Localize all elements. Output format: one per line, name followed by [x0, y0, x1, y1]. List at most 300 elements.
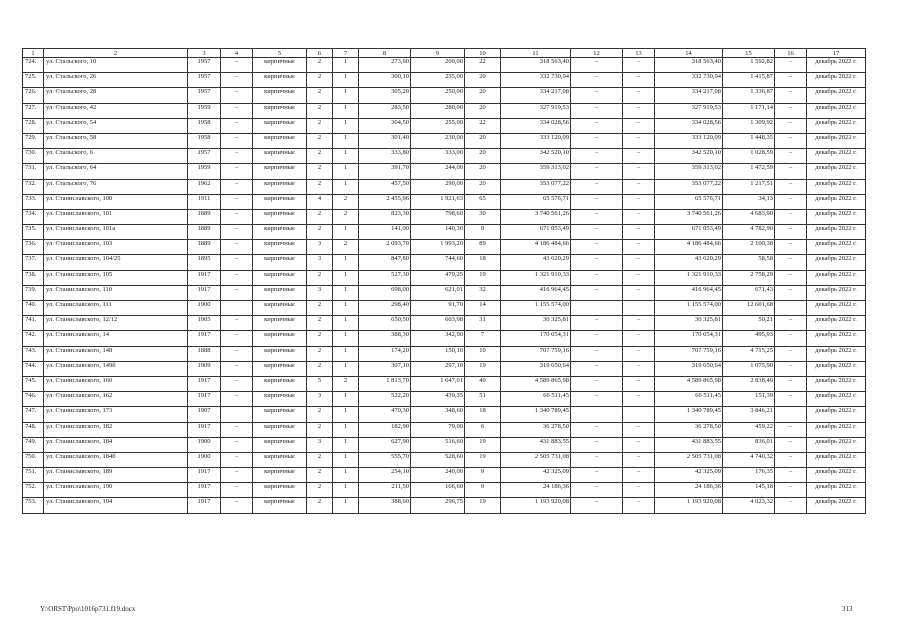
completion-date-cell: декабрь 2022 г.	[807, 118, 866, 133]
address-cell: ул. Станиславского, 101	[44, 209, 188, 224]
living-area-cell: 200,00	[411, 58, 465, 73]
col-16-cell: –	[775, 118, 807, 133]
cost-col-14-cell: 1 155 574,00	[655, 301, 723, 316]
entrances-cell: 1	[333, 149, 359, 164]
living-area-cell: 79,00	[411, 422, 465, 437]
cost-col-14-cell: 42 325,09	[655, 468, 723, 483]
living-area-cell: 255,00	[411, 118, 465, 133]
address-cell: ул. Станиславского, 110	[44, 285, 188, 300]
table-row	[23, 88, 866, 103]
total-area-cell: 522,20	[359, 392, 411, 407]
column-number-15: 15	[723, 49, 775, 58]
row-number-cell: 750.	[23, 452, 44, 467]
year-built-cell: 1959	[188, 164, 221, 179]
col-13-cell: –	[623, 58, 655, 73]
col-12-cell: –	[571, 468, 623, 483]
total-cost-cell: 36 278,50	[501, 422, 571, 437]
year-value-cell: –	[221, 88, 253, 103]
total-area-cell: 698,00	[359, 285, 411, 300]
cost-col-14-cell: 43 620,29	[655, 255, 723, 270]
total-cost-cell: 30 325,81	[501, 316, 571, 331]
table-row	[23, 149, 866, 164]
residents-cell: 19	[465, 498, 501, 513]
completion-date-cell: декабрь 2022 г.	[807, 468, 866, 483]
row-number-cell: 727.	[23, 103, 44, 118]
floors-cell: 2	[307, 58, 333, 73]
floors-cell: 2	[307, 331, 333, 346]
col-16-cell: –	[775, 437, 807, 452]
col-13-cell: –	[623, 149, 655, 164]
col-12-cell: –	[571, 255, 623, 270]
living-area-cell: 516,60	[411, 437, 465, 452]
table-row	[23, 225, 866, 240]
row-number-cell: 740.	[23, 301, 44, 316]
year-built-cell: 1889	[188, 209, 221, 224]
total-cost-cell: 3 740 561,26	[501, 209, 571, 224]
address-cell: ул. Станиславского, 184	[44, 437, 188, 452]
col-12-cell	[571, 301, 623, 316]
wall-material-cell: кирпичные	[253, 103, 307, 118]
wall-material-cell: кирпичные	[253, 209, 307, 224]
column-number-13: 13	[623, 49, 655, 58]
table-row	[23, 498, 866, 513]
address-cell: ул. Стальского, 26	[44, 73, 188, 88]
cost-col-14-cell: 318 563,40	[655, 58, 723, 73]
total-area-cell: 333,80	[359, 149, 411, 164]
col-13-cell: –	[623, 452, 655, 467]
year-built-cell: 1907	[188, 407, 221, 422]
col-13-cell: –	[623, 346, 655, 361]
completion-date-cell: декабрь 2022 г.	[807, 422, 866, 437]
col-16-cell	[775, 407, 807, 422]
col-16-cell: –	[775, 331, 807, 346]
year-value-cell: –	[221, 209, 253, 224]
living-area-cell: 1 647,01	[411, 376, 465, 391]
total-cost-cell: 1 321 910,33	[501, 270, 571, 285]
column-number-6: 6	[307, 49, 333, 58]
cost-col-14-cell: 671 053,49	[655, 225, 723, 240]
cost-col-14-cell: 1 340 789,45	[655, 407, 723, 422]
living-area-cell: 297,10	[411, 361, 465, 376]
year-value-cell: –	[221, 361, 253, 376]
residents-cell: 9	[465, 483, 501, 498]
cost-col-14-cell: 24 186,36	[655, 483, 723, 498]
cost-col-14-cell: 707 759,16	[655, 346, 723, 361]
cost-per-sqm-cell: 1 336,87	[723, 88, 775, 103]
cost-col-14-cell: 334 028,56	[655, 118, 723, 133]
wall-material-cell: кирпичные	[253, 392, 307, 407]
column-number-7: 7	[333, 49, 359, 58]
col-13-cell: –	[623, 483, 655, 498]
year-value-cell: –	[221, 133, 253, 148]
col-16-cell: –	[775, 255, 807, 270]
living-area-cell: 150,10	[411, 346, 465, 361]
cost-col-14-cell: 66 511,45	[655, 392, 723, 407]
col-13-cell: –	[623, 88, 655, 103]
completion-date-cell: декабрь 2022 г.	[807, 179, 866, 194]
year-value-cell: –	[221, 346, 253, 361]
row-number-cell: 744.	[23, 361, 44, 376]
year-value-cell: –	[221, 164, 253, 179]
total-cost-cell: 1 193 920,08	[501, 498, 571, 513]
completion-date-cell: декабрь 2022 г.	[807, 73, 866, 88]
col-12-cell: –	[571, 361, 623, 376]
residents-cell: 14	[465, 301, 501, 316]
year-built-cell: 1958	[188, 133, 221, 148]
wall-material-cell: кирпичные	[253, 164, 307, 179]
cost-col-14-cell: 353 077,22	[655, 179, 723, 194]
living-area-cell: 348,60	[411, 407, 465, 422]
residents-cell: 19	[465, 361, 501, 376]
table-row	[23, 468, 866, 483]
total-cost-cell: 353 077,22	[501, 179, 571, 194]
col-16-cell: –	[775, 483, 807, 498]
year-built-cell: 1917	[188, 331, 221, 346]
col-16-cell: –	[775, 376, 807, 391]
cost-per-sqm-cell: 1 472,59	[723, 164, 775, 179]
entrances-cell: 1	[333, 422, 359, 437]
table-row	[23, 240, 866, 255]
year-built-cell: 1917	[188, 285, 221, 300]
col-13-cell: –	[623, 179, 655, 194]
entrances-cell: 1	[333, 58, 359, 73]
row-number-cell: 728.	[23, 118, 44, 133]
year-value-cell: –	[221, 392, 253, 407]
wall-material-cell: кирпичные	[253, 225, 307, 240]
entrances-cell: 1	[333, 331, 359, 346]
table-row	[23, 392, 866, 407]
cost-col-14-cell: 342 520,10	[655, 149, 723, 164]
completion-date-cell: декабрь 2022 г.	[807, 103, 866, 118]
col-12-cell: –	[571, 452, 623, 467]
residents-cell: 7	[465, 331, 501, 346]
col-13-cell: –	[623, 392, 655, 407]
cost-per-sqm-cell: 4 740,32	[723, 452, 775, 467]
year-value-cell: –	[221, 179, 253, 194]
column-number-17: 17	[807, 49, 866, 58]
floors-cell: 2	[307, 209, 333, 224]
entrances-cell: 1	[333, 285, 359, 300]
total-area-cell: 627,90	[359, 437, 411, 452]
cost-per-sqm-cell: 1 309,92	[723, 118, 775, 133]
cost-col-14-cell: 3 740 561,26	[655, 209, 723, 224]
cost-per-sqm-cell: 2 838,49	[723, 376, 775, 391]
year-value-cell: –	[221, 225, 253, 240]
col-13-cell: –	[623, 285, 655, 300]
col-16-cell: –	[775, 316, 807, 331]
col-12-cell: –	[571, 270, 623, 285]
living-area-cell: 240,00	[411, 468, 465, 483]
cost-per-sqm-cell: 58,58	[723, 255, 775, 270]
living-area-cell: 296,75	[411, 498, 465, 513]
col-13-cell: –	[623, 468, 655, 483]
col-12-cell: –	[571, 103, 623, 118]
total-cost-cell: 334 028,56	[501, 118, 571, 133]
completion-date-cell: декабрь 2022 г.	[807, 452, 866, 467]
living-area-cell: 290,00	[411, 179, 465, 194]
total-area-cell: 301,40	[359, 133, 411, 148]
total-area-cell: 304,50	[359, 118, 411, 133]
col-13-cell: –	[623, 103, 655, 118]
col-16-cell: –	[775, 73, 807, 88]
year-built-cell: 1895	[188, 255, 221, 270]
address-cell: ул. Стальского, 28	[44, 88, 188, 103]
col-12-cell: –	[571, 422, 623, 437]
table-row	[23, 407, 866, 422]
entrances-cell: 1	[333, 103, 359, 118]
floors-cell: 3	[307, 240, 333, 255]
completion-date-cell: декабрь 2022 г.	[807, 407, 866, 422]
total-area-cell: 182,90	[359, 422, 411, 437]
floors-cell: 2	[307, 483, 333, 498]
total-area-cell: 283,50	[359, 103, 411, 118]
total-cost-cell: 431 883,55	[501, 437, 571, 452]
col-13-cell: –	[623, 422, 655, 437]
col-12-cell: –	[571, 88, 623, 103]
entrances-cell: 1	[333, 452, 359, 467]
col-16-cell: –	[775, 392, 807, 407]
column-number-4: 4	[221, 49, 253, 58]
col-12-cell	[571, 407, 623, 422]
col-16-cell: –	[775, 240, 807, 255]
entrances-cell: 1	[333, 88, 359, 103]
floors-cell: 2	[307, 149, 333, 164]
row-number-cell: 738.	[23, 270, 44, 285]
floors-cell: 2	[307, 118, 333, 133]
total-cost-cell: 170 054,31	[501, 331, 571, 346]
col-12-cell: –	[571, 331, 623, 346]
wall-material-cell: кирпичные	[253, 270, 307, 285]
table-row	[23, 346, 866, 361]
col-16-cell: –	[775, 179, 807, 194]
residents-cell: 30	[465, 209, 501, 224]
row-number-cell: 729.	[23, 133, 44, 148]
col-16-cell: –	[775, 468, 807, 483]
col-13-cell: –	[623, 498, 655, 513]
cost-per-sqm-cell: 1 448,35	[723, 133, 775, 148]
completion-date-cell: декабрь 2022 г.	[807, 164, 866, 179]
floors-cell: 2	[307, 452, 333, 467]
residents-cell: 6	[465, 422, 501, 437]
col-12-cell: –	[571, 498, 623, 513]
col-16-cell	[775, 301, 807, 316]
wall-material-cell: кирпичные	[253, 331, 307, 346]
year-value-cell: –	[221, 118, 253, 133]
living-area-cell: 479,25	[411, 270, 465, 285]
total-cost-cell: 359 313,02	[501, 164, 571, 179]
completion-date-cell: декабрь 2022 г.	[807, 149, 866, 164]
residents-cell: 10	[465, 346, 501, 361]
table-row	[23, 103, 866, 118]
entrances-cell: 2	[333, 209, 359, 224]
row-number-cell: 726.	[23, 88, 44, 103]
col-13-cell: –	[623, 194, 655, 209]
wall-material-cell: кирпичные	[253, 149, 307, 164]
row-number-cell: 733.	[23, 194, 44, 209]
floors-cell: 2	[307, 422, 333, 437]
residents-cell: 49	[465, 376, 501, 391]
address-cell: ул. Стальского, 76	[44, 179, 188, 194]
year-value-cell: –	[221, 149, 253, 164]
col-13-cell: –	[623, 316, 655, 331]
wall-material-cell: кирпичные	[253, 316, 307, 331]
floors-cell: 3	[307, 437, 333, 452]
row-number-cell: 741.	[23, 316, 44, 331]
completion-date-cell: декабрь 2022 г.	[807, 392, 866, 407]
col-12-cell: –	[571, 240, 623, 255]
cost-per-sqm-cell: 2 758,29	[723, 270, 775, 285]
col-16-cell: –	[775, 164, 807, 179]
wall-material-cell: кирпичные	[253, 301, 307, 316]
column-number-16: 16	[775, 49, 807, 58]
address-cell: ул. Станиславского, 14	[44, 331, 188, 346]
year-value-cell: –	[221, 103, 253, 118]
wall-material-cell: кирпичные	[253, 422, 307, 437]
residents-cell: 89	[465, 240, 501, 255]
col-13-cell	[623, 301, 655, 316]
living-area-cell: 603,98	[411, 316, 465, 331]
address-cell: ул. Станиславского, 100	[44, 194, 188, 209]
living-area-cell: 91,70	[411, 301, 465, 316]
row-number-cell: 730.	[23, 149, 44, 164]
wall-material-cell: кирпичные	[253, 452, 307, 467]
completion-date-cell: декабрь 2022 г.	[807, 209, 866, 224]
total-cost-cell: 318 563,40	[501, 58, 571, 73]
row-number-cell: 751.	[23, 468, 44, 483]
cost-col-14-cell: 170 054,31	[655, 331, 723, 346]
entrances-cell: 1	[333, 392, 359, 407]
completion-date-cell: декабрь 2022 г.	[807, 58, 866, 73]
living-area-cell: 439,35	[411, 392, 465, 407]
year-value-cell: –	[221, 437, 253, 452]
year-built-cell: 1917	[188, 376, 221, 391]
living-area-cell: 230,00	[411, 133, 465, 148]
row-number-cell: 748.	[23, 422, 44, 437]
cost-col-14-cell: 327 919,53	[655, 103, 723, 118]
living-area-cell: 1 993,20	[411, 240, 465, 255]
col-16-cell: –	[775, 133, 807, 148]
residents-cell: 20	[465, 164, 501, 179]
cost-col-14-cell: 319 650,64	[655, 361, 723, 376]
col-16-cell: –	[775, 498, 807, 513]
residents-cell: 20	[465, 149, 501, 164]
table-row	[23, 316, 866, 331]
col-12-cell: –	[571, 437, 623, 452]
cost-col-14-cell: 333 120,09	[655, 133, 723, 148]
column-number-1: 1	[23, 49, 44, 58]
column-number-11: 11	[501, 49, 571, 58]
row-number-cell: 745.	[23, 376, 44, 391]
cost-per-sqm-cell: 176,35	[723, 468, 775, 483]
year-built-cell: 1962	[188, 179, 221, 194]
total-area-cell: 254,10	[359, 468, 411, 483]
year-value-cell: –	[221, 285, 253, 300]
address-cell: ул. Стальского, 10	[44, 58, 188, 73]
cost-per-sqm-cell: 145,18	[723, 483, 775, 498]
residents-cell: 20	[465, 133, 501, 148]
row-number-cell: 752.	[23, 483, 44, 498]
row-number-cell: 734.	[23, 209, 44, 224]
address-cell: ул. Станиславского, 104/25	[44, 255, 188, 270]
wall-material-cell: кирпичные	[253, 361, 307, 376]
completion-date-cell: декабрь 2022 г.	[807, 285, 866, 300]
wall-material-cell: кирпичные	[253, 468, 307, 483]
wall-material-cell: кирпичные	[253, 118, 307, 133]
table-row	[23, 133, 866, 148]
total-cost-cell: 65 576,71	[501, 194, 571, 209]
col-12-cell: –	[571, 118, 623, 133]
total-cost-cell: 4 186 484,66	[501, 240, 571, 255]
total-area-cell: 650,50	[359, 316, 411, 331]
address-cell: ул. Станиславского, 111	[44, 301, 188, 316]
completion-date-cell: декабрь 2022 г.	[807, 483, 866, 498]
total-area-cell: 470,30	[359, 407, 411, 422]
row-number-cell: 739.	[23, 285, 44, 300]
entrances-cell: 2	[333, 194, 359, 209]
column-number-8: 8	[359, 49, 411, 58]
year-built-cell: 1909	[188, 361, 221, 376]
floors-cell: 2	[307, 225, 333, 240]
total-cost-cell: 66 511,45	[501, 392, 571, 407]
living-area-cell: 528,60	[411, 452, 465, 467]
cost-per-sqm-cell: 151,39	[723, 392, 775, 407]
column-number-row	[23, 49, 866, 58]
col-12-cell: –	[571, 316, 623, 331]
year-value-cell: –	[221, 240, 253, 255]
col-12-cell: –	[571, 285, 623, 300]
year-built-cell: 1900	[188, 437, 221, 452]
total-cost-cell: 416 964,45	[501, 285, 571, 300]
table-row	[23, 376, 866, 391]
completion-date-cell: декабрь 2022 г.	[807, 437, 866, 452]
cost-per-sqm-cell: 4 023,32	[723, 498, 775, 513]
col-16-cell: –	[775, 270, 807, 285]
entrances-cell: 1	[333, 133, 359, 148]
total-cost-cell: 24 186,36	[501, 483, 571, 498]
table-row	[23, 255, 866, 270]
address-cell: ул. Станиславского, 189	[44, 468, 188, 483]
row-number-cell: 749.	[23, 437, 44, 452]
total-cost-cell: 671 053,49	[501, 225, 571, 240]
year-value-cell: –	[221, 376, 253, 391]
year-value-cell	[221, 407, 253, 422]
floors-cell: 2	[307, 498, 333, 513]
entrances-cell: 1	[333, 179, 359, 194]
row-number-cell: 731.	[23, 164, 44, 179]
entrances-cell: 1	[333, 361, 359, 376]
wall-material-cell: кирпичные	[253, 255, 307, 270]
year-built-cell: 1957	[188, 58, 221, 73]
column-number-2: 2	[44, 49, 188, 58]
table-row	[23, 164, 866, 179]
column-number-9: 9	[411, 49, 465, 58]
living-area-cell: 235,00	[411, 73, 465, 88]
table-row	[23, 270, 866, 285]
address-cell: ул. Станиславского, 12/12	[44, 316, 188, 331]
floors-cell: 2	[307, 73, 333, 88]
residents-cell: 19	[465, 437, 501, 452]
completion-date-cell: декабрь 2022 г.	[807, 331, 866, 346]
table-row	[23, 73, 866, 88]
col-13-cell: –	[623, 118, 655, 133]
table-row	[23, 301, 866, 316]
completion-date-cell: декабрь 2022 г.	[807, 498, 866, 513]
col-12-cell: –	[571, 133, 623, 148]
col-13-cell: –	[623, 376, 655, 391]
year-value-cell: –	[221, 194, 253, 209]
cost-per-sqm-cell: 1 028,59	[723, 149, 775, 164]
year-built-cell: 1917	[188, 483, 221, 498]
